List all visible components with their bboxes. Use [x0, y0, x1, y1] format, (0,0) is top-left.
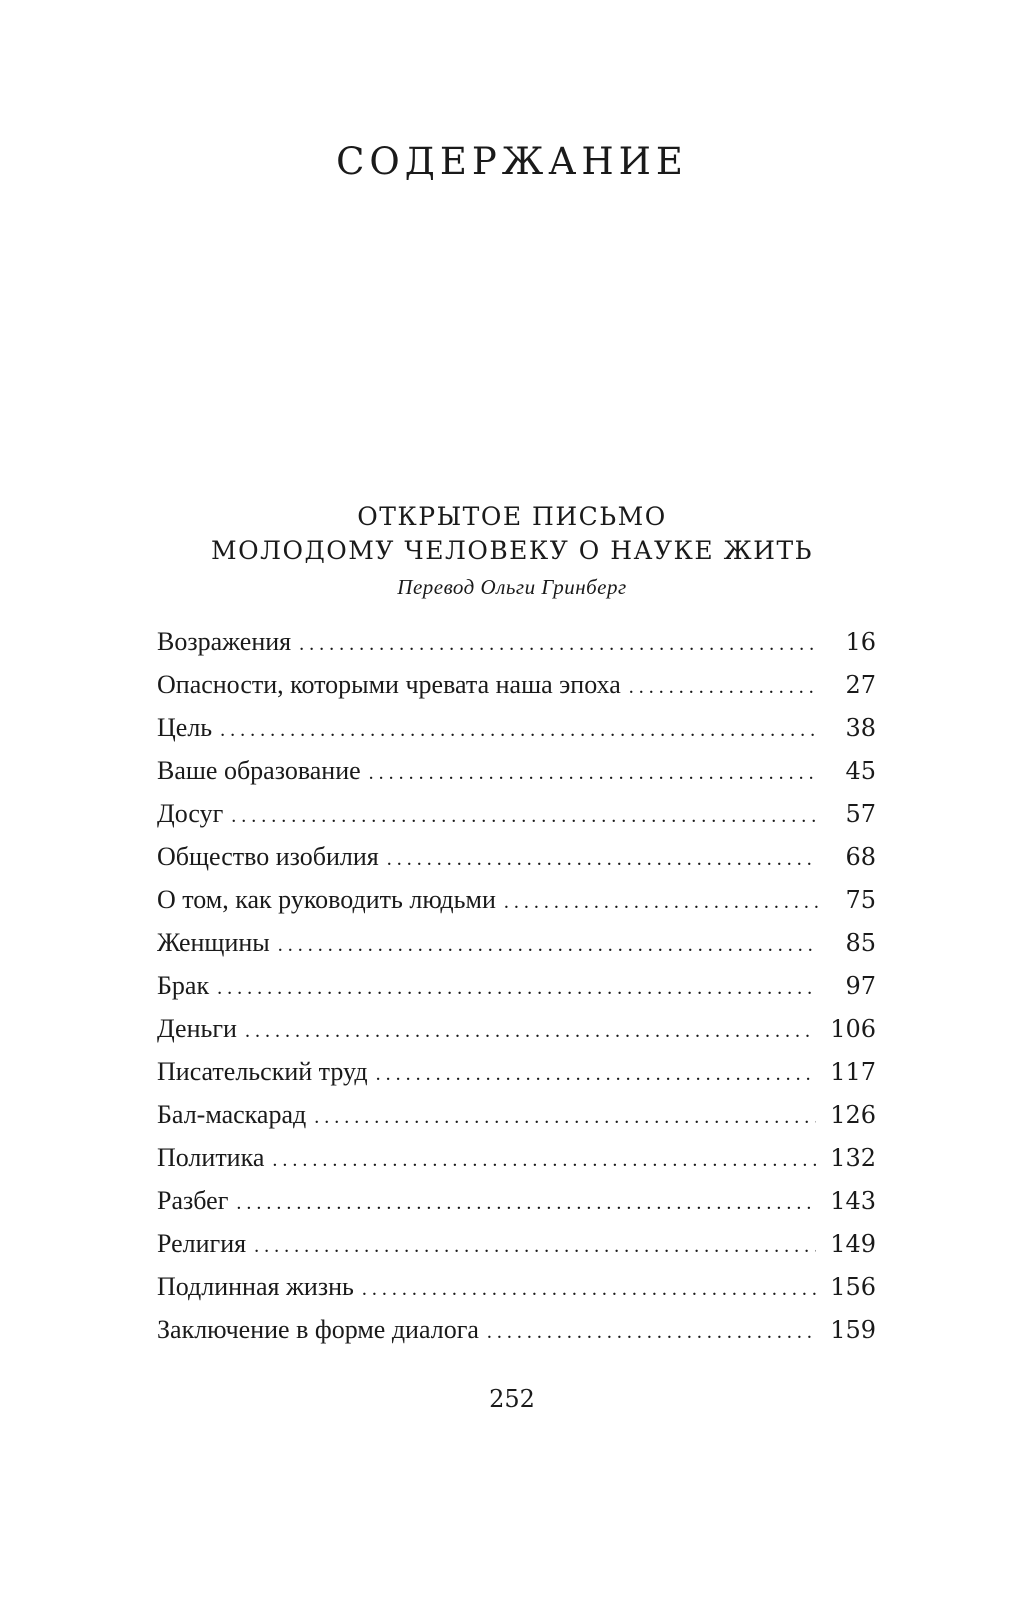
- dot-leader: [487, 1321, 816, 1344]
- page-title: СОДЕРЖАНИЕ: [336, 140, 688, 183]
- toc-entry-page: 68: [845, 843, 876, 871]
- toc-entry-page: 117: [830, 1058, 876, 1086]
- toc-entry: [157, 713, 876, 756]
- toc-entry: [157, 670, 876, 713]
- toc-entry-title: Писательский труд: [157, 1057, 368, 1086]
- toc-entry-page: 156: [830, 1273, 876, 1301]
- toc-entry: [157, 1229, 876, 1272]
- toc-entry-page: 45: [845, 757, 876, 785]
- translator-credit: Перевод Ольги Гринберг: [397, 575, 627, 599]
- toc-entry-page: 126: [830, 1101, 876, 1129]
- toc-entry: [157, 1143, 876, 1186]
- toc-entry-title: Общество изобилия: [157, 842, 379, 871]
- dot-leader: [272, 1149, 816, 1172]
- toc-entry: [157, 1014, 876, 1057]
- toc-entry: [157, 842, 876, 885]
- toc-entry-title: Религия: [157, 1229, 247, 1258]
- toc-entry-title: Возражения: [157, 627, 292, 656]
- dot-leader: [299, 633, 818, 656]
- toc-entry: [157, 1315, 876, 1358]
- toc-entry-page: 143: [830, 1187, 876, 1215]
- toc-entry-title: Разбег: [157, 1186, 229, 1215]
- toc-entry-title: Политика: [157, 1143, 265, 1172]
- dot-leader: [217, 977, 818, 1000]
- toc-entry: [157, 1272, 876, 1315]
- dot-leader: [629, 676, 818, 699]
- toc-entry-title: Брак: [157, 971, 210, 1000]
- dot-leader: [254, 1235, 816, 1258]
- toc-entry-title: Деньги: [157, 1014, 237, 1043]
- toc-entry-page: 75: [845, 886, 876, 914]
- toc-entry: [157, 885, 876, 928]
- toc-entry: [157, 928, 876, 971]
- dot-leader: [231, 805, 818, 828]
- dot-leader: [504, 891, 818, 914]
- toc-entry-page: 159: [830, 1316, 876, 1344]
- dot-leader: [314, 1106, 816, 1129]
- toc-entry: [157, 971, 876, 1014]
- toc-entry-page: 132: [830, 1144, 876, 1172]
- toc-entry: [157, 627, 876, 670]
- page-number: 252: [489, 1385, 535, 1413]
- toc-entry-page: 97: [845, 972, 876, 1000]
- toc-entry-title: Бал-маскарад: [157, 1100, 307, 1129]
- dot-leader: [278, 934, 818, 957]
- toc-entry-title: Ваше образование: [157, 756, 361, 785]
- toc-entry-title: О том, как руководить людьми: [157, 885, 496, 914]
- section-heading-line-2: МОЛОДОМУ ЧЕЛОВЕКУ О НАУКЕ ЖИТЬ: [211, 536, 813, 565]
- dot-leader: [245, 1020, 816, 1043]
- toc-entry-page: 149: [830, 1230, 876, 1258]
- dot-leader: [362, 1278, 816, 1301]
- section-heading-line-1: ОТКРЫТОЕ ПИСЬМО: [357, 502, 667, 531]
- toc-entry: [157, 1100, 876, 1143]
- toc-entry-page: 38: [845, 714, 876, 742]
- toc-entry-title: Цель: [157, 713, 213, 742]
- toc-entry-page: 16: [845, 628, 876, 656]
- toc-entry-title: Подлинная жизнь: [157, 1272, 354, 1301]
- toc-entry-page: 27: [845, 671, 876, 699]
- toc-entry-title: Заключение в форме диалога: [157, 1315, 479, 1344]
- table-of-contents: [157, 627, 876, 1358]
- toc-entry-title: Досуг: [157, 799, 224, 828]
- dot-leader: [369, 762, 818, 785]
- dot-leader: [236, 1192, 816, 1215]
- toc-entry-page: 85: [845, 929, 876, 957]
- dot-leader: [220, 719, 818, 742]
- section-heading: [0, 500, 1024, 568]
- toc-entry: [157, 1057, 876, 1100]
- toc-entry-title: Опасности, которыми чревата наша эпоха: [157, 670, 621, 699]
- toc-entry-page: 57: [845, 800, 876, 828]
- toc-entry-title: Женщины: [157, 928, 270, 957]
- dot-leader: [376, 1063, 817, 1086]
- toc-entry: [157, 756, 876, 799]
- toc-entry: [157, 1186, 876, 1229]
- dot-leader: [387, 848, 818, 871]
- toc-entry-page: 106: [830, 1015, 876, 1043]
- toc-entry: [157, 799, 876, 842]
